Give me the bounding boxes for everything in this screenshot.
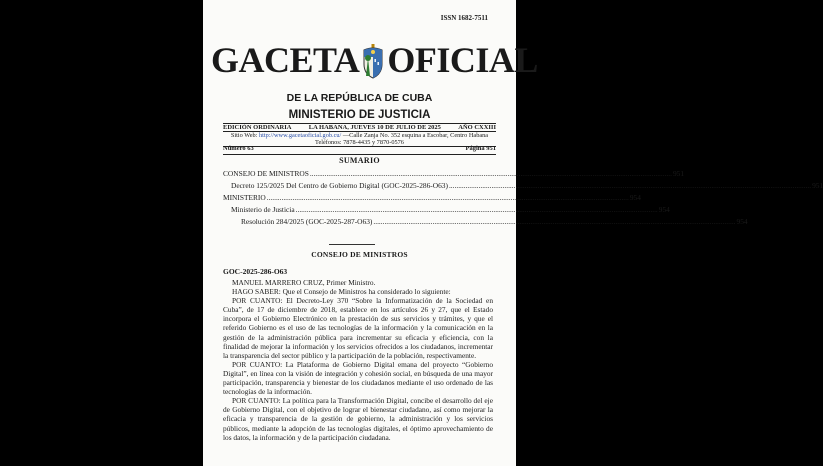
- toc-item[interactable]: MINISTERIO ..... 954: [223, 193, 492, 205]
- coat-of-arms-icon: [360, 44, 386, 80]
- toc-item[interactable]: Decreto 125/2025 Del Centro de Gobierno Digital (GOC-2025-286-O63) ..... 951: [223, 181, 492, 193]
- paragraph: POR CUANTO: El Decreto-Ley 370 “Sobre la Informatización de la Sociedad en Cuba”, de 17 de diciembre de 2018, establece en los artículos 26 y 27, que el Estado incorpora el Gobierno Electrónico en la prestación de sus servicios y trámites, y que el referido Gobierno es el uso de las tecnologías de la información y la comunicación en la gestión de la administración pública para incrementar su eficacia y eficiencia, con la finalidad de mejorar la información y los servicios ofrecidos a los ciudadanos, incrementar la transparencia del sector público y la participación de la población, respectivamente.: [223, 296, 493, 360]
- paragraph: HAGO SABER: Que el Consejo de Ministros ha considerado lo siguiente:: [232, 287, 451, 297]
- ministry-heading: MINISTERIO DE JUSTICIA: [288, 109, 431, 121]
- divider: [223, 154, 496, 155]
- section-divider: [329, 244, 375, 245]
- paragraph: POR CUANTO: La Plataforma de Gobierno Digital emana del proyecto “Gobierno Digital”, en línea con la visión de integración y cohesión social, en búsqueda de una mayor participación, transparencia y bienestar de los ciudadanos mediante el uso ordenado de las tecnologías de la información.: [223, 359, 493, 397]
- edition-label: EDICIÓN ORDINARIA: [223, 124, 292, 131]
- paragraph: MANUEL MARRERO CRUZ, Primer Ministro.: [232, 278, 376, 287]
- section-title: CONSEJO DE MINISTROS: [311, 250, 408, 259]
- masthead-word-2: OFICIAL: [387, 40, 538, 80]
- masthead-word-1: GACETA: [211, 40, 360, 80]
- year-label: AÑO CXXIII: [458, 124, 496, 131]
- edition-row: [223, 124, 496, 131]
- issn: ISSN 1682-7511: [440, 14, 488, 22]
- website-label: Sitio Web:: [230, 132, 258, 139]
- masthead-title: [211, 40, 538, 80]
- toc-item[interactable]: Ministerio de Justicia ..... 954: [223, 205, 492, 217]
- toc-item[interactable]: CONSEJO DE MINISTROS ..... 951: [223, 169, 492, 181]
- body-text: [223, 278, 493, 442]
- document-code: GOC-2025-286-O63: [223, 267, 288, 276]
- toc-item[interactable]: Resolución 284/2025 (GOC-2025-287-O63) ..... 954: [223, 217, 492, 229]
- issue-number: Número 63: [223, 145, 254, 152]
- subtitle: DE LA REPÚBLICA DE CUBA: [286, 92, 433, 104]
- phones-line: Teléfonos: 7878-4435 y 7870-0576: [315, 139, 404, 146]
- paragraph: POR CUANTO: La política para la Transformación Digital, concibe el desarrollo del eje de Gobierno Digital, con el objetivo de lograr el bienestar ciudadano, así como mejorar la eficacia y transparencia de la gestión de gobierno, la administración y los servicios públicos, mediante la adopción de las tecnologías digitales, el óptimo aprovechamiento de los datos, la información y de la participación ciudadana.: [223, 396, 493, 442]
- website-line: [223, 132, 496, 139]
- gazette-page: [203, 0, 823, 466]
- website-link[interactable]: http://www.gacetaoficial.gob.cu/: [258, 132, 342, 139]
- table-of-contents: [223, 169, 823, 229]
- date-label: LA HABANA, JUEVES 10 DE JULIO DE 2025: [308, 124, 441, 131]
- sumario-title: SUMARIO: [339, 156, 380, 165]
- number-row: [223, 145, 496, 152]
- address: —Calle Zanja No. 352 esquina a Escobar, Centro Habana: [342, 132, 489, 139]
- page-number: Página 951: [465, 145, 496, 152]
